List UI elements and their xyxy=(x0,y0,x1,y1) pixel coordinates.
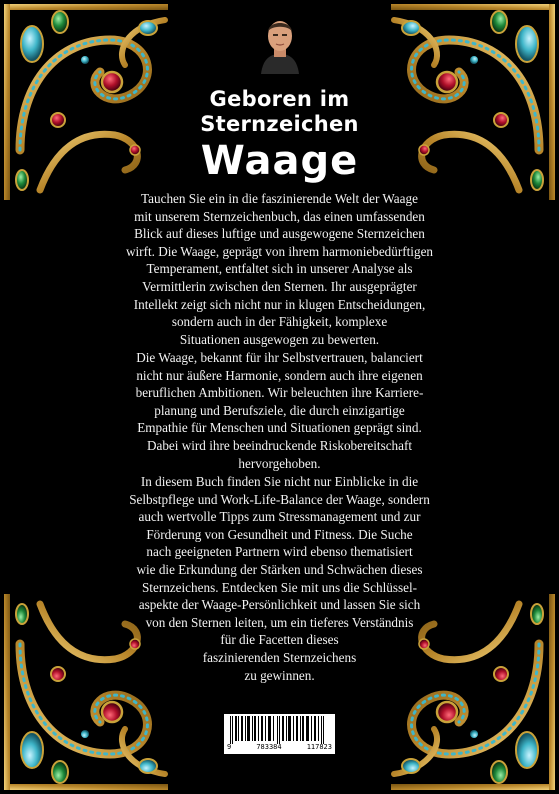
paragraph-line: planung und Berufsziele, die durch einzigartige xyxy=(154,402,405,418)
paragraph-line: Situationen ausgewogen zu bewerten. xyxy=(179,331,380,347)
paragraph-line: Die Waage, bekannt für ihr Selbstvertrauen, balanciert xyxy=(136,350,423,365)
paragraph-1 xyxy=(100,190,459,348)
paragraph-3 xyxy=(100,473,459,684)
paragraph-line: Empathie für Menschen und Situationen geprägt sind. xyxy=(137,420,422,436)
paragraph-line: hervorgehoben. xyxy=(238,455,321,471)
barcode-digit-group-2: 117823 xyxy=(306,743,332,751)
isbn-barcode xyxy=(224,714,335,754)
paragraph-line: Sternzeichens. Entdecken Sie mit uns die Schlüssel- xyxy=(141,579,418,595)
paragraph-line: Förderung von Gesundheit und Fitness. Die Suche xyxy=(146,526,413,542)
title-line-1: Geboren im xyxy=(209,87,350,111)
title-line-2: Sternzeichen xyxy=(200,112,359,136)
paragraph-line: zu gewinnen. xyxy=(244,667,315,683)
paragraph-line: nach geeigneten Partnern wird ebenso thematisiert xyxy=(146,544,413,560)
title-main: Waage xyxy=(200,138,359,184)
paragraph-line: von den Sternen leiten, um ein tieferes Verständnis xyxy=(145,614,414,630)
paragraph-line: sondern auch in der Fähigkeit, komplexe xyxy=(171,314,388,330)
paragraph-line: wirft. Die Waage, geprägt von ihrem harmoniebedürftigen xyxy=(125,243,434,259)
barcode-digit-prefix: 9 xyxy=(227,743,232,751)
paragraph-line: faszinierenden Sternzeichens xyxy=(202,649,357,665)
barcode-bars-icon xyxy=(224,716,335,746)
paragraph-line: Blick auf dieses luftige und ausgewogene Sternzeichen xyxy=(134,226,425,242)
paragraph-line: auch wertvolle Tipps zum Stressmanagement und zur xyxy=(138,509,421,525)
barcode-digits xyxy=(224,743,335,752)
paragraph-line: mit unserem Sternzeichenbuch, das einen umfassenden xyxy=(134,208,425,224)
paragraph-2 xyxy=(100,349,459,472)
paragraph-line: für die Facetten dieses xyxy=(220,632,339,648)
paragraph-line: wie die Erkundung der Stärken und Schwächen dieses xyxy=(136,561,423,577)
paragraph-line: Temperament, entfaltet sich in unserer Analyse als xyxy=(146,261,413,277)
paragraph-line: Tauchen Sie ein in die faszinierende Welt der Waage xyxy=(141,191,418,206)
author-portrait-icon xyxy=(255,10,305,74)
paragraph-line: In diesem Buch finden Sie nicht nur Einblicke in die xyxy=(140,474,419,489)
paragraph-line: aspekte der Waage-Persönlichkeit und lassen Sie sich xyxy=(138,597,421,613)
paragraph-line: Dabei wird ihre beeindruckende Riskobereitschaft xyxy=(146,437,413,453)
paragraph-line: nicht nur äußere Harmonie, sondern auch ihre eigenen xyxy=(136,367,423,383)
barcode-digit-group-1: 783384 xyxy=(256,743,282,751)
paragraph-line: Vermittlerin zwischen den Sternen. Ihr ausgeprägter xyxy=(142,278,417,294)
paragraph-line: Selbstpflege und Work-Life-Balance der Waage, sondern xyxy=(129,491,430,507)
paragraph-line: beruflichen Ambitionen. Wir beleuchten ihre Karriere- xyxy=(135,385,424,401)
paragraph-line: Intellekt zeigt sich nicht nur in klugen Entscheidungen, xyxy=(133,296,426,312)
